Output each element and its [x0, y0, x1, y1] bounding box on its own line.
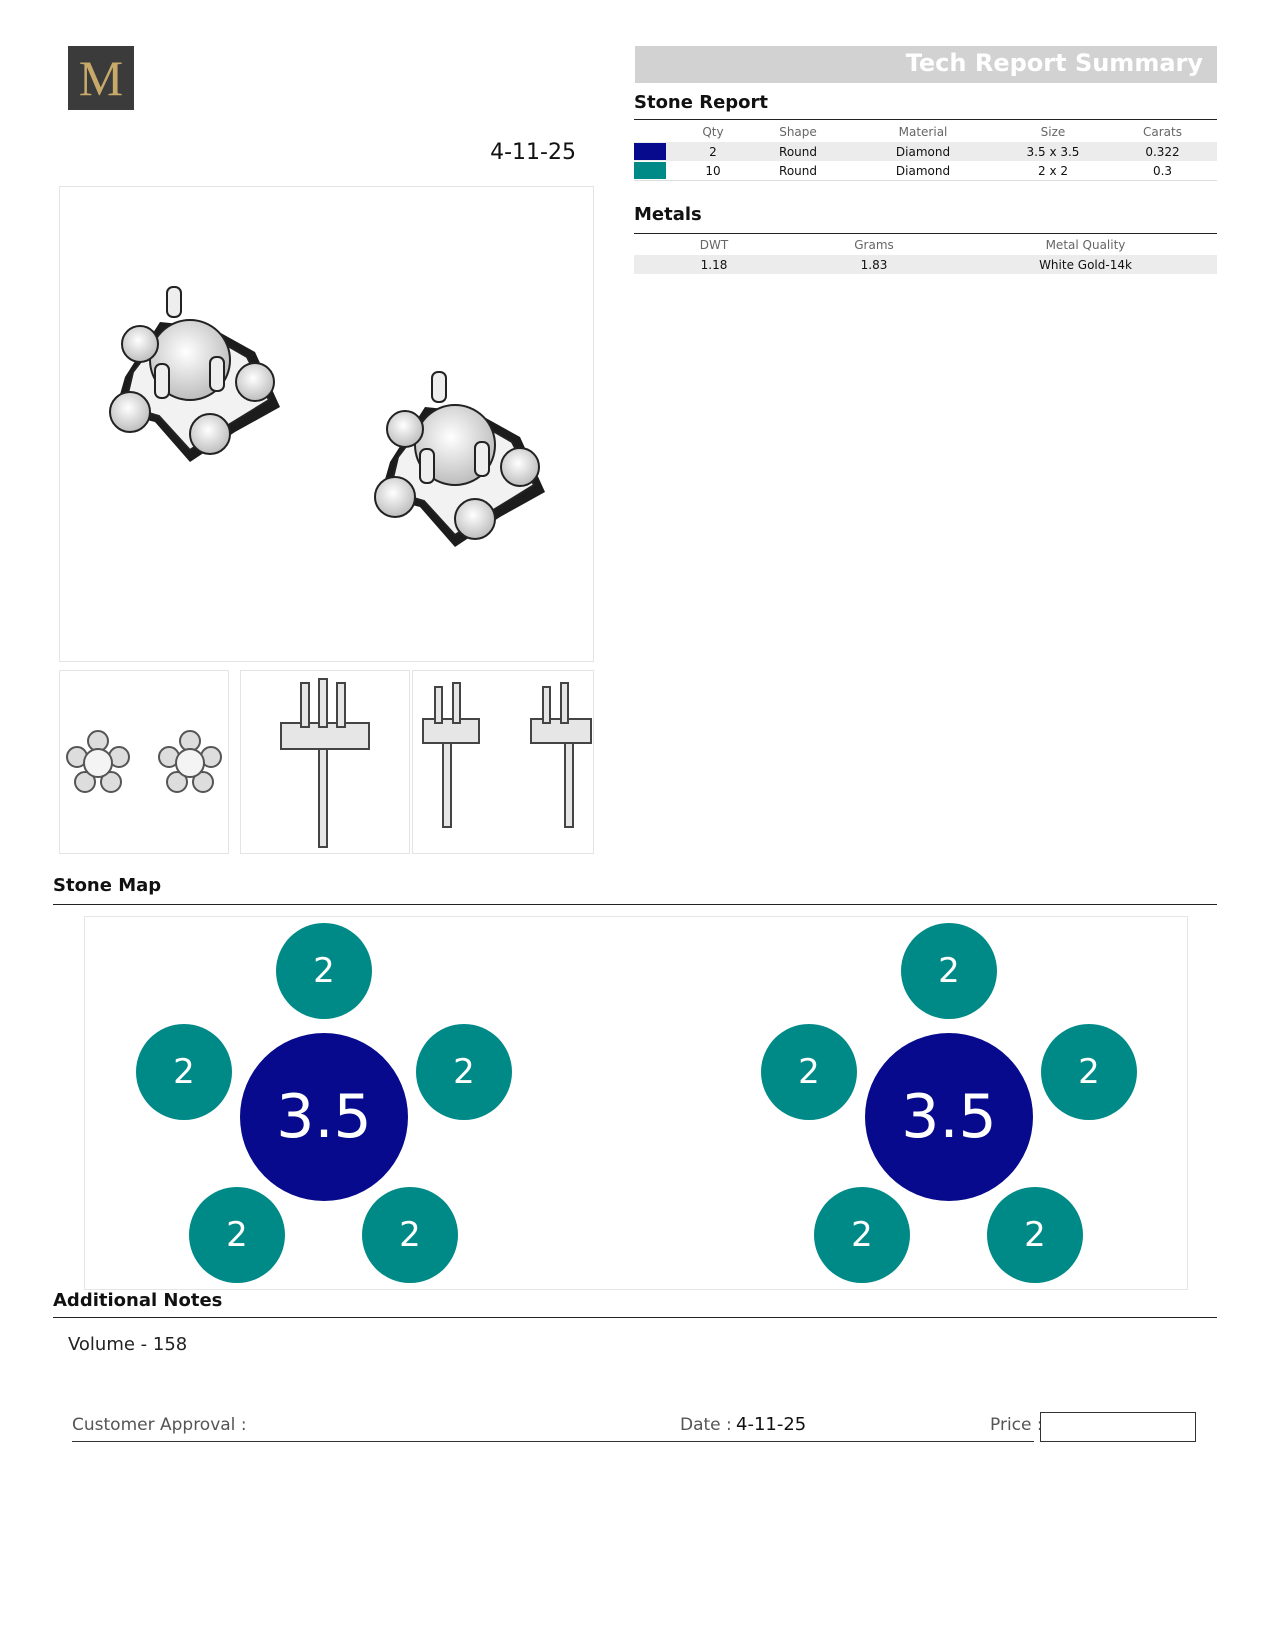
carats-cell: 0.322: [1108, 142, 1217, 161]
side-stone: 2: [189, 1187, 285, 1283]
side-stone: 2: [1041, 1024, 1137, 1120]
swatch-header: [634, 122, 678, 142]
side-stone: 2: [416, 1024, 512, 1120]
metals-rule: [634, 233, 1217, 234]
price-label: Price :: [990, 1415, 1043, 1435]
size-cell: 2 x 2: [1038, 163, 1068, 178]
col-carats: Carats: [1143, 125, 1182, 139]
stone-color-swatch: [634, 162, 666, 179]
side-stone: 2: [901, 923, 997, 1019]
grams-cell: 1.83: [794, 255, 954, 274]
stone-report-table: [634, 122, 1217, 180]
thumbnail-side-view: [240, 670, 410, 854]
col-qty: Qty: [702, 125, 724, 139]
stone-report-header-row: [634, 122, 1217, 142]
qty-cell: 10: [705, 163, 721, 178]
table-row: [634, 142, 1217, 161]
side-stone: 2: [761, 1024, 857, 1120]
stone-map-rule: [53, 904, 1217, 905]
col-shape: Shape: [779, 125, 817, 139]
customer-approval-label: Customer Approval :: [72, 1415, 247, 1435]
qty-cell: 2: [678, 142, 748, 161]
report-title-bar: [635, 46, 1217, 83]
stone-report-title: Stone Report: [634, 92, 769, 113]
material-cell: Diamond: [895, 163, 951, 178]
price-input[interactable]: [1040, 1412, 1196, 1442]
table-row: [634, 161, 1217, 180]
stone-color-swatch: [634, 143, 666, 160]
notes-title: Additional Notes: [53, 1290, 223, 1311]
stone-map-diagram: [84, 916, 1188, 1290]
center-stone: 3.5: [865, 1033, 1033, 1201]
shape-cell: Round: [748, 142, 848, 161]
side-stone: 2: [136, 1024, 232, 1120]
earring-side-view-icon: [241, 671, 409, 853]
stone-report-rule: [634, 119, 1217, 120]
thumbnail-top-view: [59, 670, 229, 854]
shape-cell: Round: [779, 163, 817, 178]
company-logo: [68, 46, 134, 110]
notes-text: Volume - 158: [68, 1334, 188, 1355]
metal-quality-cell: White Gold-14k: [954, 255, 1217, 274]
side-stone: 2: [276, 923, 372, 1019]
col-grams: Grams: [854, 238, 894, 252]
thumbnail-front-views: [412, 670, 594, 854]
report-title: Tech Report Summary: [905, 49, 1203, 77]
earring-front-view-icon: [413, 671, 593, 853]
metals-title: Metals: [634, 204, 702, 225]
carats-cell: 0.3: [1152, 163, 1173, 178]
side-stone: 2: [987, 1187, 1083, 1283]
header-date: 4-11-25: [490, 140, 576, 165]
col-metal-quality: Metal Quality: [1045, 238, 1126, 252]
side-stone: 2: [814, 1187, 910, 1283]
col-dwt: DWT: [699, 238, 729, 252]
date-label: Date :: [680, 1415, 732, 1435]
side-stone: 2: [362, 1187, 458, 1283]
earring-render-icon: [60, 187, 593, 661]
logo-letter: M: [78, 50, 124, 106]
notes-rule: [53, 1317, 1217, 1318]
material-cell: Diamond: [848, 142, 998, 161]
center-stone: 3.5: [240, 1033, 408, 1201]
approval-date-value: 4-11-25: [736, 1414, 807, 1435]
size-cell: 3.5 x 3.5: [998, 142, 1108, 161]
stone-report-bottom-rule: [634, 180, 1217, 181]
col-size: Size: [1040, 125, 1066, 139]
main-render-image: [59, 186, 594, 662]
earring-top-view-icon: [60, 671, 228, 853]
col-material: Material: [898, 125, 948, 139]
signature-line[interactable]: [72, 1441, 1034, 1442]
metals-table: [634, 235, 1217, 274]
table-row: [634, 255, 1217, 274]
dwt-cell: 1.18: [634, 255, 794, 274]
metals-header-row: [634, 235, 1217, 255]
stone-map-title: Stone Map: [53, 875, 162, 896]
